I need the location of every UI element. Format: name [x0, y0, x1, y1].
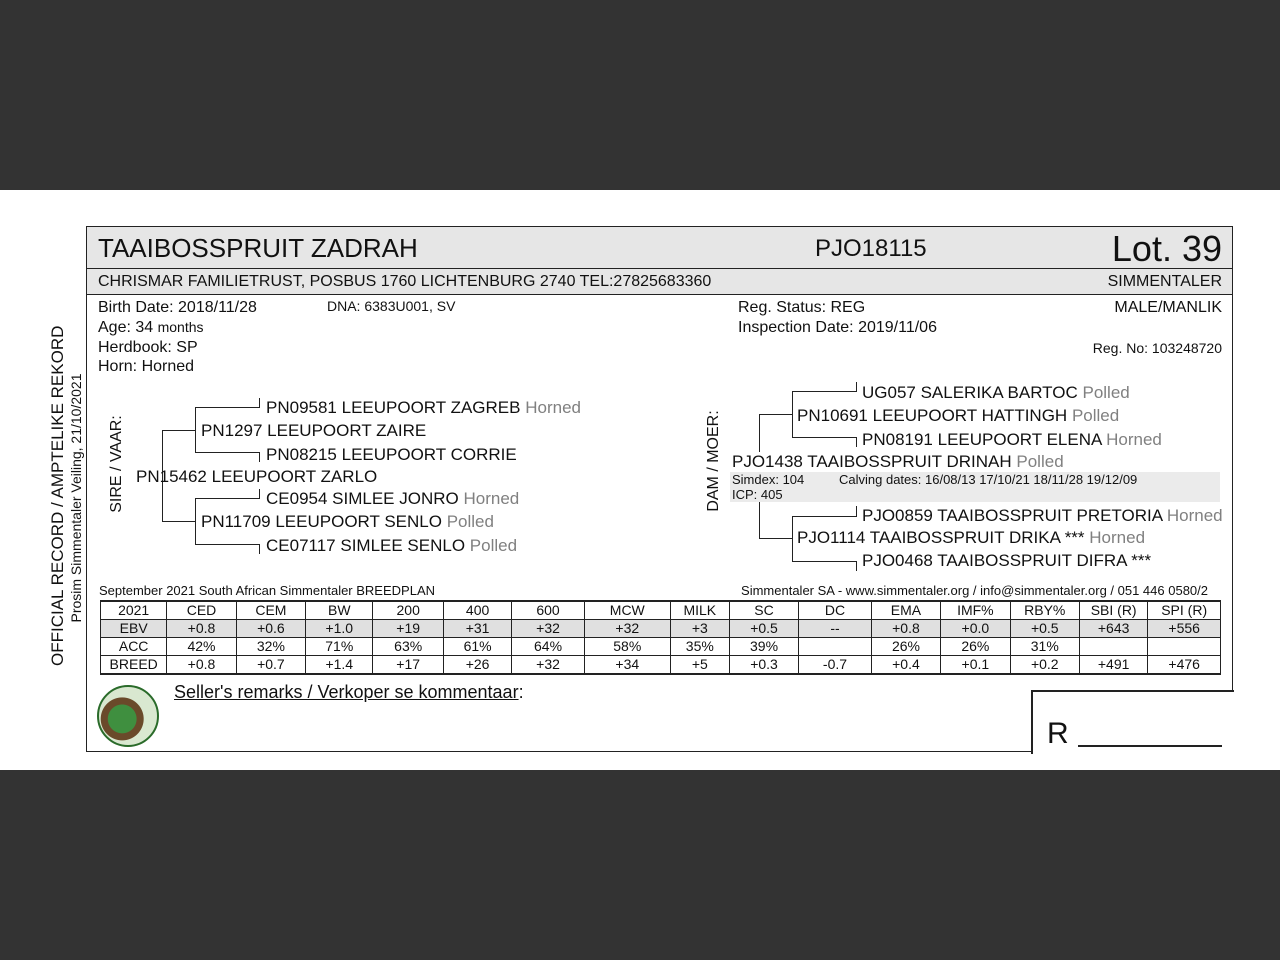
- sex: MALE/MANLIK: [1114, 299, 1222, 316]
- ebv-col-ced: CED: [167, 601, 236, 620]
- horn-status: Horn: Horned: [98, 358, 195, 375]
- official-record-label: OFFICIAL RECORD / AMPTELIKE REKORD: [48, 325, 67, 666]
- sire-dam-horn: Polled: [446, 512, 494, 531]
- ebv-cell: +556: [1148, 620, 1221, 638]
- dam-dam-horn: Horned: [1089, 528, 1146, 547]
- sire-sire-sire-name: PN09581 LEEUPOORT ZAGREB: [266, 398, 521, 417]
- breed-cell: BREED: [101, 656, 167, 675]
- animal-id: PJO18115: [815, 235, 927, 262]
- breed-cell: +0.1: [941, 656, 1010, 675]
- breed-cell: +491: [1079, 656, 1147, 675]
- breed-cell: +34: [584, 656, 670, 675]
- dam-sire-dam: [862, 430, 1162, 450]
- age-value: Age: 34: [98, 319, 154, 336]
- acc-cell: [1148, 638, 1221, 656]
- dam-calving-dates: Calving dates: 16/08/13 17/10/21 18/11/28 19/12/09: [839, 472, 1138, 487]
- ebv-col-dc: DC: [799, 601, 872, 620]
- dam-icp: ICP: 405: [732, 487, 783, 502]
- ebv-cell: +31: [443, 620, 511, 638]
- ebv-col-mcw: MCW: [584, 601, 670, 620]
- sire-dam: [201, 512, 494, 532]
- dna-info: DNA: 6383U001, SV: [327, 298, 456, 314]
- animal-name: TAAIBOSSPRUIT ZADRAH: [98, 233, 418, 263]
- ebv-col-600: 600: [512, 601, 585, 620]
- price-prefix: R: [1047, 717, 1069, 750]
- acc-cell: 42%: [167, 638, 236, 656]
- sire-sire-dam: PN08215 LEEUPOORT CORRIE: [266, 445, 517, 464]
- ebv-col-spi: SPI (R): [1148, 601, 1221, 620]
- ebv-cell: +0.6: [236, 620, 305, 638]
- dam-sire-sire-name: UG057 SALERIKA BARTOC: [862, 383, 1078, 402]
- breed-cell: +0.7: [236, 656, 305, 675]
- sire-dam-dam: [266, 536, 517, 556]
- reg-number: Reg. No: 103248720: [1092, 340, 1222, 356]
- owner-info: CHRISMAR FAMILIETRUST, POSBUS 1760 LICHTENBURG 2740 TEL:27825683360: [98, 273, 712, 290]
- ebv-col-milk: MILK: [670, 601, 729, 620]
- breed-row: [101, 656, 1221, 675]
- acc-cell: ACC: [101, 638, 167, 656]
- dam-dam-sire-name: PJO0859 TAAIBOSSPRUIT PRETORIA: [862, 506, 1163, 525]
- sire-dam-sire-name: CE0954 SIMLEE JONRO: [266, 489, 459, 508]
- breedplan-source: September 2021 South African Simmentaler BREEDPLAN: [99, 583, 436, 598]
- ebv-cell: +0.8: [871, 620, 940, 638]
- dam-sire-name: PN10691 LEEUPOORT HATTINGH: [797, 406, 1068, 425]
- acc-cell: 31%: [1010, 638, 1079, 656]
- dam-dam-sire: [862, 506, 1232, 526]
- ebv-col-400: 400: [443, 601, 511, 620]
- ebv-cell: +0.5: [729, 620, 798, 638]
- breed-cell: +0.4: [871, 656, 940, 675]
- sire-label: SIRE / VAAR:: [108, 415, 125, 513]
- breed-cell: -0.7: [799, 656, 872, 675]
- ebv-col-bw: BW: [306, 601, 373, 620]
- dam-dam-sire-horn: Horned: [1166, 506, 1223, 525]
- ebv-cell: EBV: [101, 620, 167, 638]
- ebv-cell: +32: [584, 620, 670, 638]
- acc-cell: 39%: [729, 638, 798, 656]
- dam-sire: [797, 406, 1119, 426]
- breed-cell: +1.4: [306, 656, 373, 675]
- ebv-cell: +0.8: [167, 620, 236, 638]
- sire-sire-sire-horn: Horned: [525, 398, 581, 417]
- dam-sire-dam-name: PN08191 LEEUPOORT ELENA: [862, 430, 1102, 449]
- ebv-col-rby: RBY%: [1010, 601, 1079, 620]
- ebv-cell: --: [799, 620, 872, 638]
- inspection-date: Inspection Date: 2019/11/06: [738, 319, 937, 336]
- ebv-cell: +3: [670, 620, 729, 638]
- breed-cell: +0.2: [1010, 656, 1079, 675]
- acc-cell: 26%: [941, 638, 1010, 656]
- seller-remarks: [174, 682, 524, 703]
- ebv-col-sbi: SBI (R): [1079, 601, 1147, 620]
- ebv-cell: +0.0: [941, 620, 1010, 638]
- ebv-col-cem: CEM: [236, 601, 305, 620]
- dam-simdex: Simdex: 104: [732, 472, 805, 487]
- breed-cell: +0.3: [729, 656, 798, 675]
- price-line[interactable]: [1078, 745, 1222, 747]
- breed-cell: +476: [1148, 656, 1221, 675]
- auction-label: Prosim Simmentaler Veiling, 21/10/2021: [68, 373, 84, 623]
- dam: [732, 452, 1064, 472]
- ebv-cell: +19: [373, 620, 443, 638]
- dam-dam-name: PJO1114 TAAIBOSSPRUIT DRIKA ***: [797, 528, 1085, 547]
- lot-card-page: [0, 190, 1280, 770]
- reg-status: Reg. Status: REG: [738, 299, 866, 316]
- ebv-cell: +0.5: [1010, 620, 1079, 638]
- lot-number: Lot. 39: [1111, 228, 1222, 269]
- breed-cell: +26: [443, 656, 511, 675]
- acc-cell: [1079, 638, 1147, 656]
- herdbook: Herdbook: SP: [98, 339, 198, 356]
- ebv-col-ema: EMA: [871, 601, 940, 620]
- dam-horn: Polled: [1016, 452, 1064, 471]
- sire-dam-name: PN11709 LEEUPOORT SENLO: [201, 512, 442, 531]
- dam-dam: [797, 528, 1145, 548]
- sire-sire-sire: [266, 398, 581, 418]
- ebv-col-imf: IMF%: [941, 601, 1010, 620]
- ebv-cell: +1.0: [306, 620, 373, 638]
- ebv-col-year: 2021: [101, 601, 167, 620]
- ebv-col-200: 200: [373, 601, 443, 620]
- ebv-cell: +32: [512, 620, 585, 638]
- breed-label: SIMMENTALER: [1107, 273, 1222, 290]
- dam-sire-dam-horn: Horned: [1106, 430, 1162, 449]
- dam-sire-sire-horn: Polled: [1082, 383, 1130, 402]
- birth-date: Birth Date: 2018/11/28: [98, 299, 257, 316]
- dam-dam-dam: PJO0468 TAAIBOSSPRUIT DIFRA ***: [862, 551, 1152, 570]
- breed-cell: +5: [670, 656, 729, 675]
- sire: PN15462 LEEUPOORT ZARLO: [136, 467, 378, 486]
- age: [98, 319, 204, 337]
- simmentaler-logo-icon: [97, 685, 159, 747]
- breed-cell: +32: [512, 656, 585, 675]
- seller-remarks-label: Seller's remarks / Verkoper se kommentaar: [174, 682, 519, 702]
- acc-cell: 32%: [236, 638, 305, 656]
- dam-label: DAM / MOER:: [705, 410, 722, 512]
- ebv-col-sc: SC: [729, 601, 798, 620]
- acc-cell: [799, 638, 872, 656]
- sire-dam-dam-horn: Polled: [469, 536, 518, 555]
- dam-sire-sire: [862, 383, 1130, 403]
- acc-cell: 61%: [443, 638, 511, 656]
- acc-cell: 58%: [584, 638, 670, 656]
- breed-cell: +0.8: [167, 656, 236, 675]
- dam-sire-horn: Polled: [1071, 406, 1120, 425]
- age-unit: months: [157, 319, 204, 335]
- acc-cell: 26%: [871, 638, 940, 656]
- sire-sire: PN1297 LEEUPOORT ZAIRE: [201, 421, 427, 440]
- sire-dam-dam-name: CE07117 SIMLEE SENLO: [266, 536, 466, 555]
- acc-cell: 63%: [373, 638, 443, 656]
- acc-row: [101, 638, 1221, 656]
- breed-cell: +17: [373, 656, 443, 675]
- dam-name: PJO1438 TAAIBOSSPRUIT DRINAH: [732, 452, 1012, 471]
- acc-cell: 64%: [512, 638, 585, 656]
- acc-cell: 35%: [670, 638, 729, 656]
- seller-remarks-colon: :: [518, 682, 524, 702]
- sire-dam-sire-horn: Horned: [463, 489, 520, 508]
- ebv-table: [100, 600, 1221, 675]
- ebv-cell: +643: [1079, 620, 1147, 638]
- sire-dam-sire: [266, 489, 519, 509]
- breedplan-contact: Simmentaler SA - www.simmentaler.org / info@simmentaler.org / 051 446 0580/2: [741, 583, 1208, 598]
- acc-cell: 71%: [306, 638, 373, 656]
- ebv-row: [101, 620, 1221, 638]
- ebv-header-row: [101, 601, 1221, 620]
